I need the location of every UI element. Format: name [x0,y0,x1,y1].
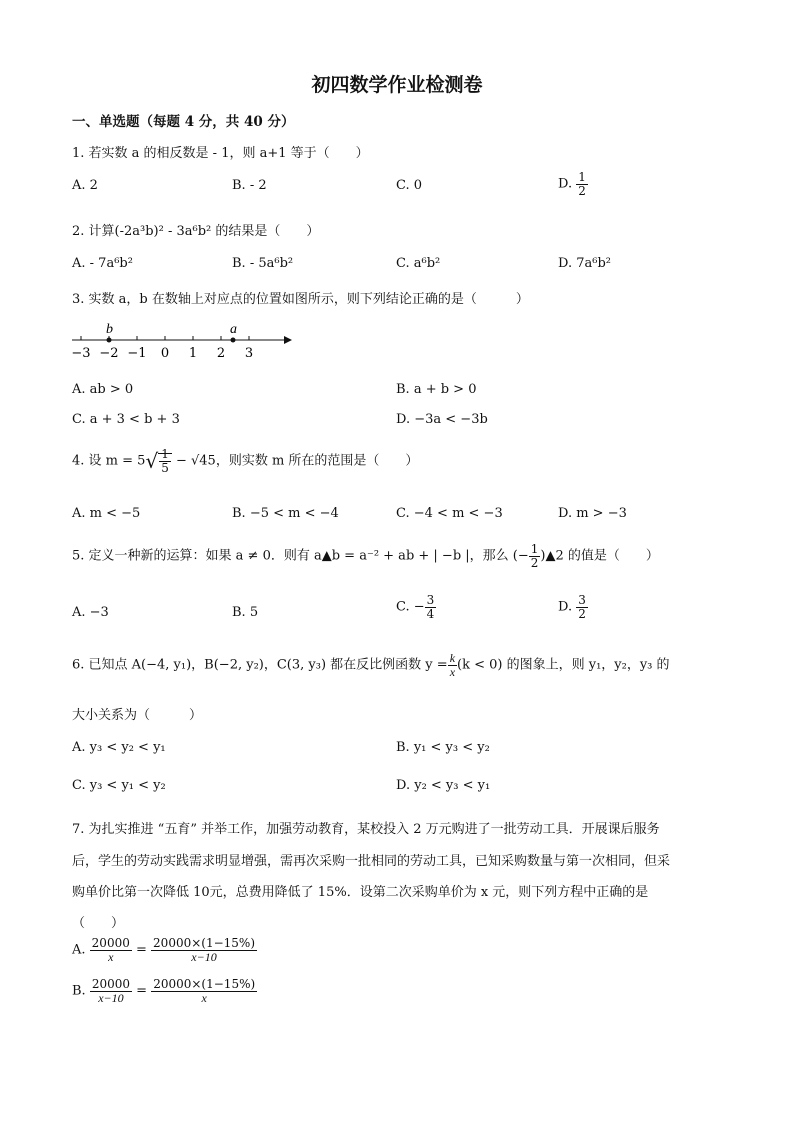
q2-option-d: D. 7a⁶b² [558,256,611,271]
tick-label: 1 [188,346,198,361]
question-7-line-2: 后，学生的劳动实践需求明显增强，需再次采购一批相同的劳动工具，已知采购数量与第一次相同，但采 [72,854,671,869]
q1-option-a: A. 2 [72,178,98,193]
q4-option-c: C. −4 < m < −3 [396,506,503,521]
label-b: b [106,322,113,337]
section-heading: 一、单选题（每题 4 分，共 40 分） [72,114,295,130]
q7-option-a: A. $\frac{20000}{x}$ = $\frac{20000\times(1-15\%)}{x-10}$ [72,936,255,964]
q5-option-a: A. −3 [72,605,109,620]
q6-option-b: B. y₁ < y₃ < y₂ [396,740,490,755]
q2-option-c: C. a⁶b² [396,256,441,271]
question-5-stem: 5. 定义一种新的运算：如果 a ≠ 0．则有 a▲b = a⁻² + ab + | −b |，那么 (− $\frac{1}{2}$ )▲2 的值是（ ） [72,542,659,570]
q6-option-d: D. y₂ < y₃ < y₁ [396,778,491,793]
question-7-line-3: 购单价比第一次降低 10元，总费用降低了 15%．设第二次采购单价为 x 元，则下列方程中正确的是 [72,885,649,900]
page-title: 初四数学作业检测卷 [311,74,483,96]
number-line [66,318,296,364]
question-4-stem: 4. 设 m = 5√ $\frac{1}{5}$ − √45，则实数 m 所在的范围是（ ） [72,447,419,475]
question-6-stem-line-2: 大小关系为（ ） [72,708,203,723]
q5-option-b: B. 5 [232,605,259,620]
label-a: a [230,322,237,337]
question-7-line-1: 7. 为扎实推进 “五育” 并举工作，加强劳动教育，某校投入 2 万元购进了一批劳动工具．开展课后服务 [72,822,660,837]
tick-label: −1 [127,346,147,361]
q3-option-d: D. −3a < −3b [396,412,488,427]
q4-option-b: B. −5 < m < −4 [232,506,339,521]
q3-option-a: A. ab > 0 [72,382,134,397]
question-7-line-4: （ ） [72,916,125,931]
q3-option-b: B. a + b > 0 [396,382,477,397]
q6-option-c: C. y₃ < y₁ < y₂ [72,778,166,793]
q2-option-b: B. - 5a⁶b² [232,256,294,271]
tick-label: 3 [244,346,254,361]
point-b [107,338,112,343]
question-1-stem: 1. 若实数 a 的相反数是 - 1，则 a+1 等于（ ） [72,146,369,161]
tick-label: −2 [99,346,119,361]
q2-option-a: A. - 7a⁶b² [72,256,133,271]
q3-option-c: C. a + 3 < b + 3 [72,412,180,427]
q4-option-a: A. m < −5 [72,506,141,521]
tick-label: −3 [71,346,91,361]
question-6-stem: 6. 已知点 A(−4, y₁)，B(−2, y₂)，C(3, y₃) 都在反比例函数 y = $\frac{k}{x}$ (k < 0) 的图象上，则 y₁，y₂，y₃ 的 [72,651,670,679]
question-2-stem: 2. 计算(-2a³b)² - 3a⁶b² 的结果是（ ） [72,224,320,239]
q1-option-d: D. $\frac{1}{2}$ [558,170,586,198]
tick-label: 2 [216,346,226,361]
q1-option-c: C. 0 [396,178,423,193]
q5-option-c: C. − $\frac{3}{4}$ [396,593,435,621]
tick-label: 0 [160,346,170,361]
q4-option-d: D. m > −3 [558,506,627,521]
q7-option-b: B. $\frac{20000}{x-10}$ = $\frac{20000\times(1-15\%)}{x}$ [72,977,256,1005]
point-a [231,338,236,343]
q5-option-d: D. $\frac{3}{2}$ [558,593,586,621]
question-3-stem: 3. 实数 a，b 在数轴上对应点的位置如图所示，则下列结论正确的是（ ） [72,292,529,307]
q1-option-b: B. - 2 [232,178,267,193]
q6-option-a: A. y₃ < y₂ < y₁ [72,740,166,755]
